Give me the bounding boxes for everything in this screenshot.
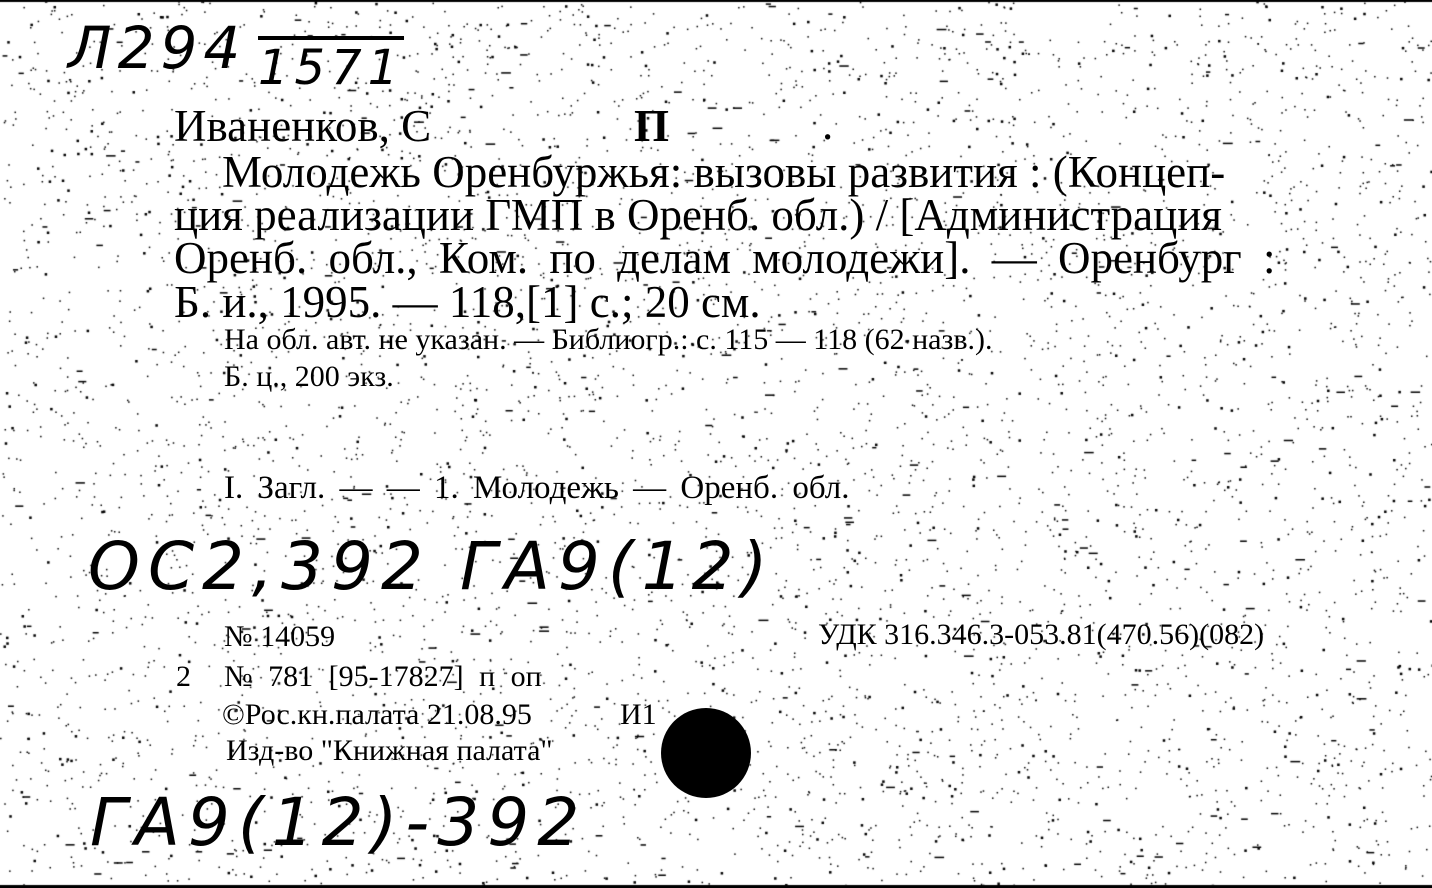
handwritten-fraction: 1571	[258, 36, 404, 96]
handwritten-call-number: Л294	[68, 14, 247, 82]
publisher-line: Изд-во "Книжная палата"	[226, 734, 553, 767]
author-dot: .	[822, 99, 834, 149]
title-line: ция реализации ГМП в Оренб. обл.) / [Администрация	[174, 190, 1223, 240]
note-line: На обл. авт. не указан. — Библиогр.: с. 115 — 118 (62 назв.).	[224, 323, 993, 356]
tracings: I. Загл. — — 1. Молодежь — Оренб. обл.	[224, 470, 850, 506]
punch-hole	[661, 708, 751, 798]
copyright-tail: И1	[620, 698, 657, 731]
card-number: № 14059	[224, 620, 336, 653]
note-line: Б. ц., 200 экз.	[224, 360, 394, 393]
author-name: Иваненков, С	[174, 101, 432, 151]
author-initial-2: П	[634, 101, 670, 151]
second-line: № 781 [95-17827] п оп	[224, 660, 542, 693]
udk-code: УДК 316.346.3-053.81(470.56)(082)	[818, 618, 1265, 651]
title-line: Молодежь Оренбуржья: вызовы развития : (Концеп-	[222, 147, 1226, 197]
title-line: Оренб. обл., Ком. по делам молодежи]. — Оренбург :	[174, 233, 1276, 283]
handwritten-bottom-mark: ГА9(12)-392	[90, 784, 588, 861]
title-line: Б. и., 1995. — 118,[1] с.; 20 см.	[174, 277, 761, 327]
second-line-number: 2	[176, 660, 191, 693]
handwritten-classification: ОС2,392 ГА9(12)	[88, 528, 776, 605]
copyright-line: ©Рос.кн.палата 21.08.95	[222, 698, 532, 731]
